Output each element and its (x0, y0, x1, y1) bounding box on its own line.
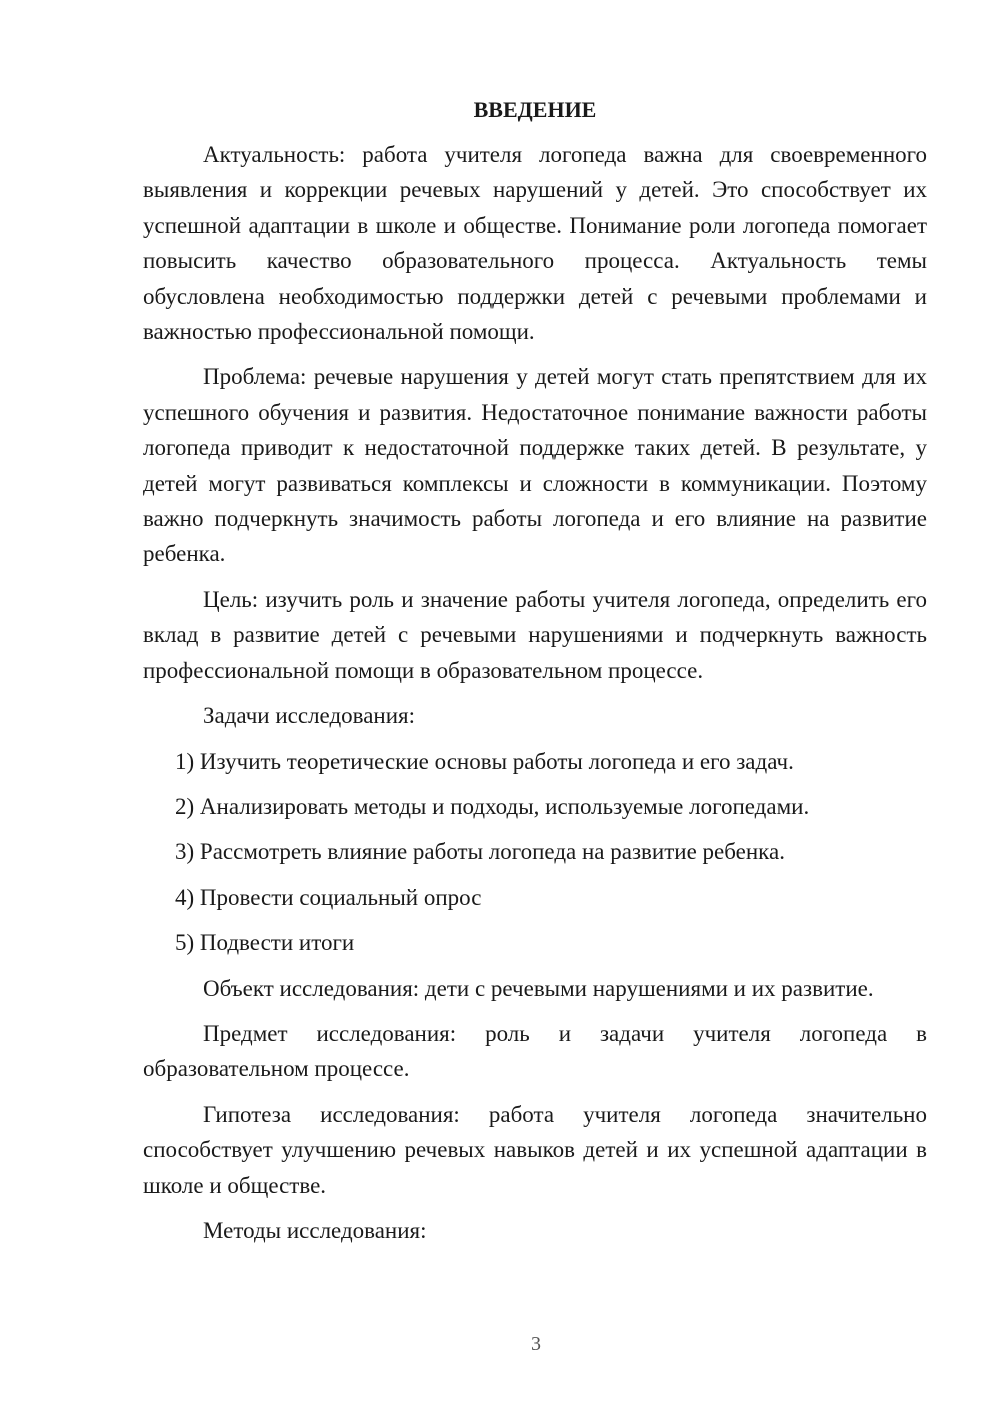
subject-paragraph: Предмет исследования: роль и задачи учителя логопеда в образовательном процессе. (143, 1020, 927, 1082)
section-title: ВВЕДЕНИЕ (473, 97, 597, 122)
task-item-4: 4) Провести социальный опрос (175, 884, 482, 910)
task-item-5: 5) Подвести итоги (175, 930, 355, 956)
document-body (143, 94, 927, 1258)
tasks-heading: Задачи исследования: (203, 703, 416, 729)
problem-paragraph: Проблема: речевые нарушения у детей могут стать препятствием для их успешного обучения и развития. Недостаточное понимание важности работы логопеда приводит к недостаточной поддержке таких детей. В результате, у детей могут развиваться комплексы и сложности в коммуникации. Поэтому важно подчеркнуть значимость работы логопеда и его влияние на развитие ребенка. (143, 364, 927, 567)
task-item-2: 2) Анализировать методы и подходы, используемые логопедами. (175, 793, 810, 819)
relevance-paragraph: Актуальность: работа учителя логопеда важна для своевременного выявления и коррекции речевых нарушений у детей. Это способствует их успешной адаптации в школе и обществе. Понимание роли логопеда помогает повысить качество образовательного процесса. Актуальность темы обусловлена необходимостью поддержки детей с речевыми проблемами и важностью профессиональной помощи. (143, 142, 927, 345)
goal-paragraph: Цель: изучить роль и значение работы учителя логопеда, определить его вклад в развитие детей с речевыми нарушениями и подчеркнуть важность профессиональной помощи в образовательном процессе. (143, 586, 927, 683)
object-paragraph: Объект исследования: дети с речевыми нарушениями и их развитие. (203, 975, 874, 1001)
task-item-1: 1) Изучить теоретические основы работы логопеда и его задач. (175, 748, 794, 774)
tasks-list (143, 744, 927, 961)
hypothesis-paragraph: Гипотеза исследования: работа учителя логопеда значительно способствует улучшению речевых навыков детей и их успешной адаптации в школе и обществе. (143, 1101, 927, 1198)
page-number: 3 (531, 1333, 541, 1355)
methods-heading: Методы исследования: (203, 1217, 427, 1243)
task-item-3: 3) Рассмотреть влияние работы логопеда на развитие ребенка. (175, 839, 785, 865)
